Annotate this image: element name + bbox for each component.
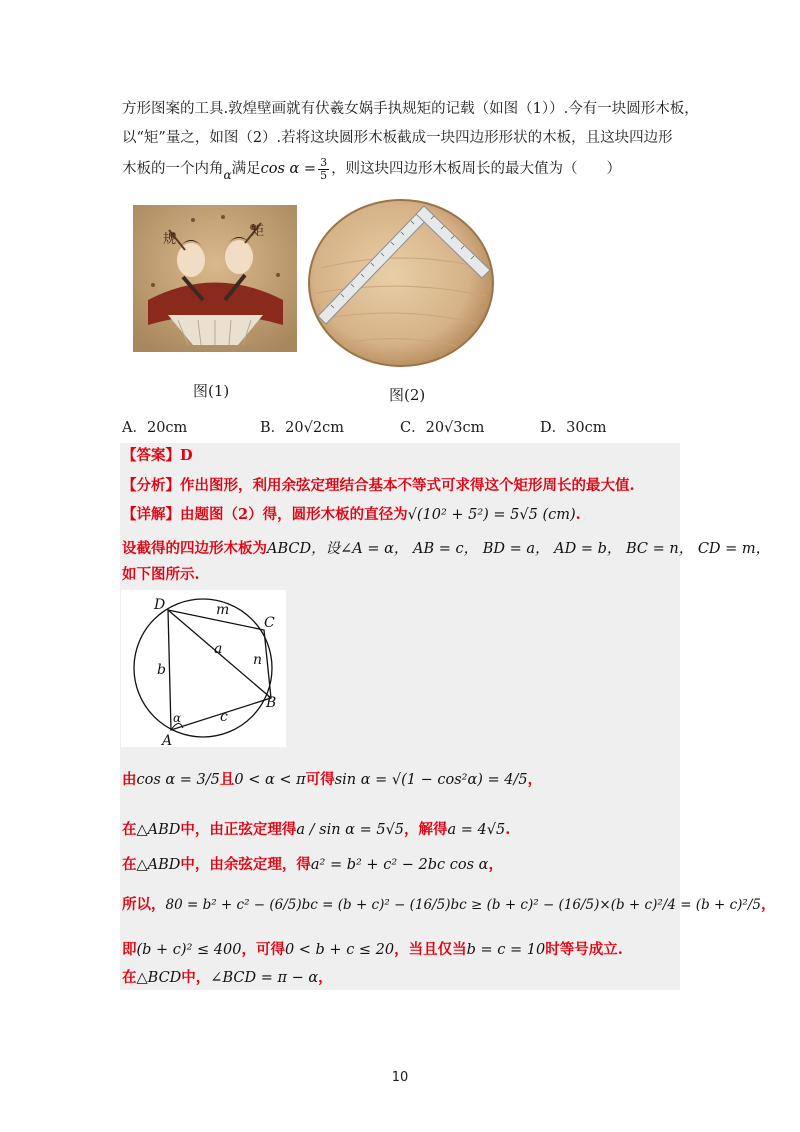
label-alpha: α: [173, 711, 182, 725]
choice-d: D．30cm: [540, 420, 607, 436]
label-c: c: [220, 709, 228, 725]
question-line-3-mid: 满足: [231, 161, 261, 177]
figure-2-caption: 图(2): [389, 386, 426, 404]
step-1: 由cos α = 3/5且0 < α < π可得sin α = √(1 − cos²α) = 4/5，: [122, 771, 543, 788]
label-D: D: [154, 597, 166, 613]
label-b: b: [157, 662, 166, 678]
setup-line-2: 如下图所示.: [122, 566, 200, 583]
alpha-symbol: α: [223, 168, 232, 182]
choice-b: B．20√2cm: [260, 420, 344, 436]
label-C: C: [264, 615, 275, 631]
choice-c: C．20√3cm: [400, 420, 485, 436]
setup-line: 设截得的四边形木板为ABCD，设∠A = α， AB = c， BD = a， AD = b， BC = n， CD = m，: [122, 540, 771, 557]
step-3: 在△ABD中，由余弦定理，得a² = b² + c² − 2bc cos α，: [122, 856, 503, 873]
figure-1-mural: [133, 205, 297, 352]
figure-1-caption: 图(1): [193, 382, 230, 400]
step-5: 即(b + c)² ≤ 400，可得0 < b + c ≤ 20，当且仅当b = c = 10时等号成立.: [122, 941, 623, 958]
question-line-3: [122, 156, 621, 188]
page-number: 10: [391, 1070, 409, 1085]
detail-line: 【详解】由题图（2）得，圆形木板的直径为√(10² + 5²) = 5√5 (cm).: [122, 506, 581, 523]
question-line-3-pre: 木板的一个内角: [122, 161, 224, 177]
label-A: A: [162, 733, 173, 747]
step-6: 在△BCD中，∠BCD = π − α，: [122, 969, 333, 986]
question-line-2: 以“矩”量之，如图（2）.若将这块圆形木板截成一块四边形形状的木板，且这块四边形: [122, 130, 673, 146]
quadrilateral-diagram: [121, 590, 286, 747]
label-B: B: [266, 695, 277, 711]
label-a: a: [214, 641, 223, 657]
analysis-line: 【分析】作出图形，利用余弦定理结合基本不等式可求得这个矩形周长的最大值.: [122, 477, 635, 494]
choice-a: A．20cm: [122, 420, 188, 436]
fig1-label-gui: 规: [163, 232, 177, 247]
question-line-1: 方形图案的工具.敦煌壁画就有伏羲女娲手执规矩的记载（如图（1））.今有一块圆形木板，: [122, 101, 699, 117]
step-4: 所以，80 = b² + c² − (6/5)bc = (b + c)² − (16/5)bc ≥ (b + c)² − (16/5)×(b + c)²/4 = (b + c)²/5，: [122, 896, 776, 913]
step-2: 在△ABD中，由正弦定理得a / sin α = 5√5，解得a = 4√5.: [122, 821, 511, 838]
answer-line: 【答案】D: [122, 447, 193, 464]
label-n: n: [253, 652, 263, 668]
label-m: m: [216, 602, 230, 618]
figure-2-board: [306, 198, 496, 368]
diameter-expr: √(10² + 5²) = 5√5 (cm): [407, 507, 576, 523]
fig1-label-ju: 矩: [251, 224, 265, 239]
question-line-3-post: ，则这块四边形木板周长的最大值为（ ）: [331, 161, 622, 177]
setup-expr: ABCD，设∠A = α， AB = c， BD = a， AD = b， BC = n， CD = m，: [267, 541, 771, 557]
cos-expr: cos α =: [260, 161, 317, 177]
fraction-3-5: $\frac{3}{5}$: [320, 155, 328, 182]
